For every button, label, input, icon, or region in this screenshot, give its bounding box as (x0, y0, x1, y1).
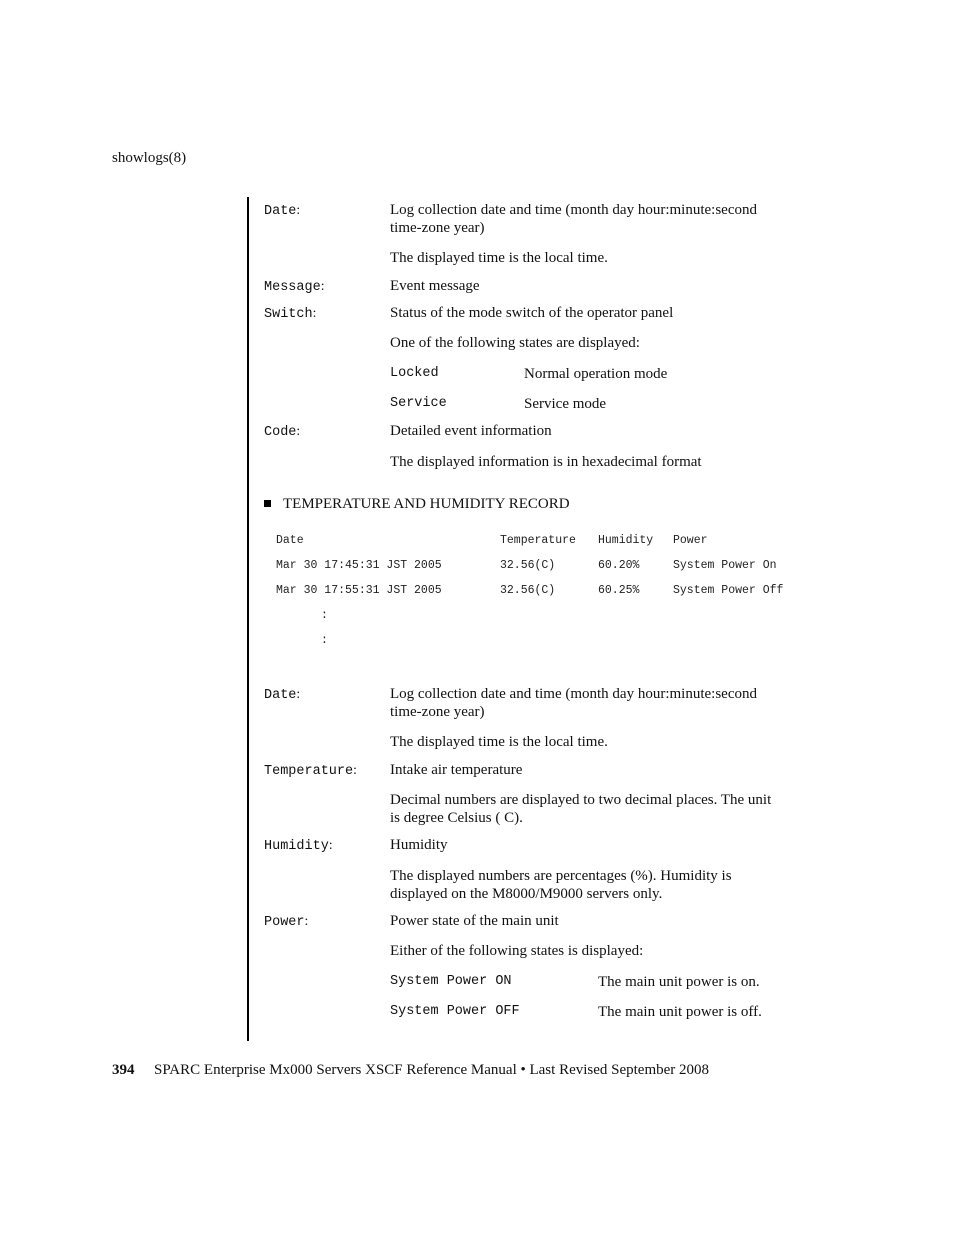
desc-temperature-extra-line2: is degree Celsius ( C). (390, 810, 523, 826)
desc-date-line2: time-zone year) (390, 704, 485, 720)
term-temperature: Temperature: (264, 762, 357, 779)
desc-power: Power state of the main unit (390, 913, 559, 929)
code-header-temperature: Temperature (500, 534, 576, 547)
term-switch: Switch: (264, 305, 317, 322)
switch-state-locked: Locked (390, 366, 439, 381)
term-date: Date: (264, 686, 301, 703)
term-date: Date: (264, 202, 301, 219)
switch-state-service-meaning: Service mode (524, 396, 607, 412)
code-header-power: Power (673, 534, 708, 547)
page-number: 394 (112, 1062, 135, 1078)
code-row-date: Mar 30 17:55:31 JST 2005 (276, 584, 442, 597)
desc-humidity-extra-line1: The displayed numbers are percentages (%). Humidity is (390, 868, 732, 884)
code-ellipsis: : (321, 634, 328, 647)
power-state-off: System Power OFF (390, 1004, 520, 1019)
code-row-temperature: 32.56(C) (500, 559, 556, 572)
power-state-on: System Power ON (390, 974, 512, 989)
desc-temperature-extra-line1: Decimal numbers are displayed to two decimal places. The unit (390, 792, 772, 808)
switch-state-service: Service (390, 396, 447, 411)
code-header-humidity: Humidity (598, 534, 654, 547)
desc-code: Detailed event information (390, 423, 552, 439)
bullet-square-icon (264, 500, 271, 507)
switch-state-locked-meaning: Normal operation mode (524, 366, 668, 382)
desc-humidity: Humidity (390, 837, 448, 853)
code-row-power: System Power On (673, 559, 777, 572)
code-row-date: Mar 30 17:45:31 JST 2005 (276, 559, 442, 572)
power-state-on-meaning: The main unit power is on. (598, 974, 760, 990)
code-row-power: System Power Off (673, 584, 784, 597)
desc-date-line1: Log collection date and time (month day hour:minute:second (390, 686, 757, 702)
desc-message: Event message (390, 278, 480, 294)
desc-humidity-extra-line2: displayed on the M8000/M9000 servers only. (390, 886, 663, 902)
desc-date-extra: The displayed time is the local time. (390, 250, 608, 266)
term-code: Code: (264, 423, 301, 440)
term-humidity: Humidity: (264, 837, 333, 854)
code-ellipsis: : (321, 609, 328, 622)
desc-date-extra: The displayed time is the local time. (390, 734, 608, 750)
code-header-date: Date (276, 534, 304, 547)
desc-switch-extra: One of the following states are displayed: (390, 335, 640, 351)
code-row-humidity: 60.25% (598, 584, 640, 597)
running-head: showlogs(8) (112, 150, 187, 166)
code-row-humidity: 60.20% (598, 559, 640, 572)
desc-date-line2: time-zone year) (390, 220, 485, 236)
desc-switch: Status of the mode switch of the operator panel (390, 305, 674, 321)
desc-date-line1: Log collection date and time (month day hour:minute:second (390, 202, 757, 218)
desc-code-extra: The displayed information is in hexadecimal format (390, 454, 702, 470)
code-row-temperature: 32.56(C) (500, 584, 556, 597)
change-bar (247, 197, 249, 1041)
section-bullet: TEMPERATURE AND HUMIDITY RECORD (264, 496, 570, 513)
term-power: Power: (264, 913, 309, 930)
footer-text: SPARC Enterprise Mx000 Servers XSCF Reference Manual • Last Revised September 2008 (154, 1062, 710, 1078)
desc-power-extra: Either of the following states is displayed: (390, 943, 644, 959)
term-message: Message: (264, 278, 325, 295)
power-state-off-meaning: The main unit power is off. (598, 1004, 762, 1020)
desc-temperature: Intake air temperature (390, 762, 523, 778)
